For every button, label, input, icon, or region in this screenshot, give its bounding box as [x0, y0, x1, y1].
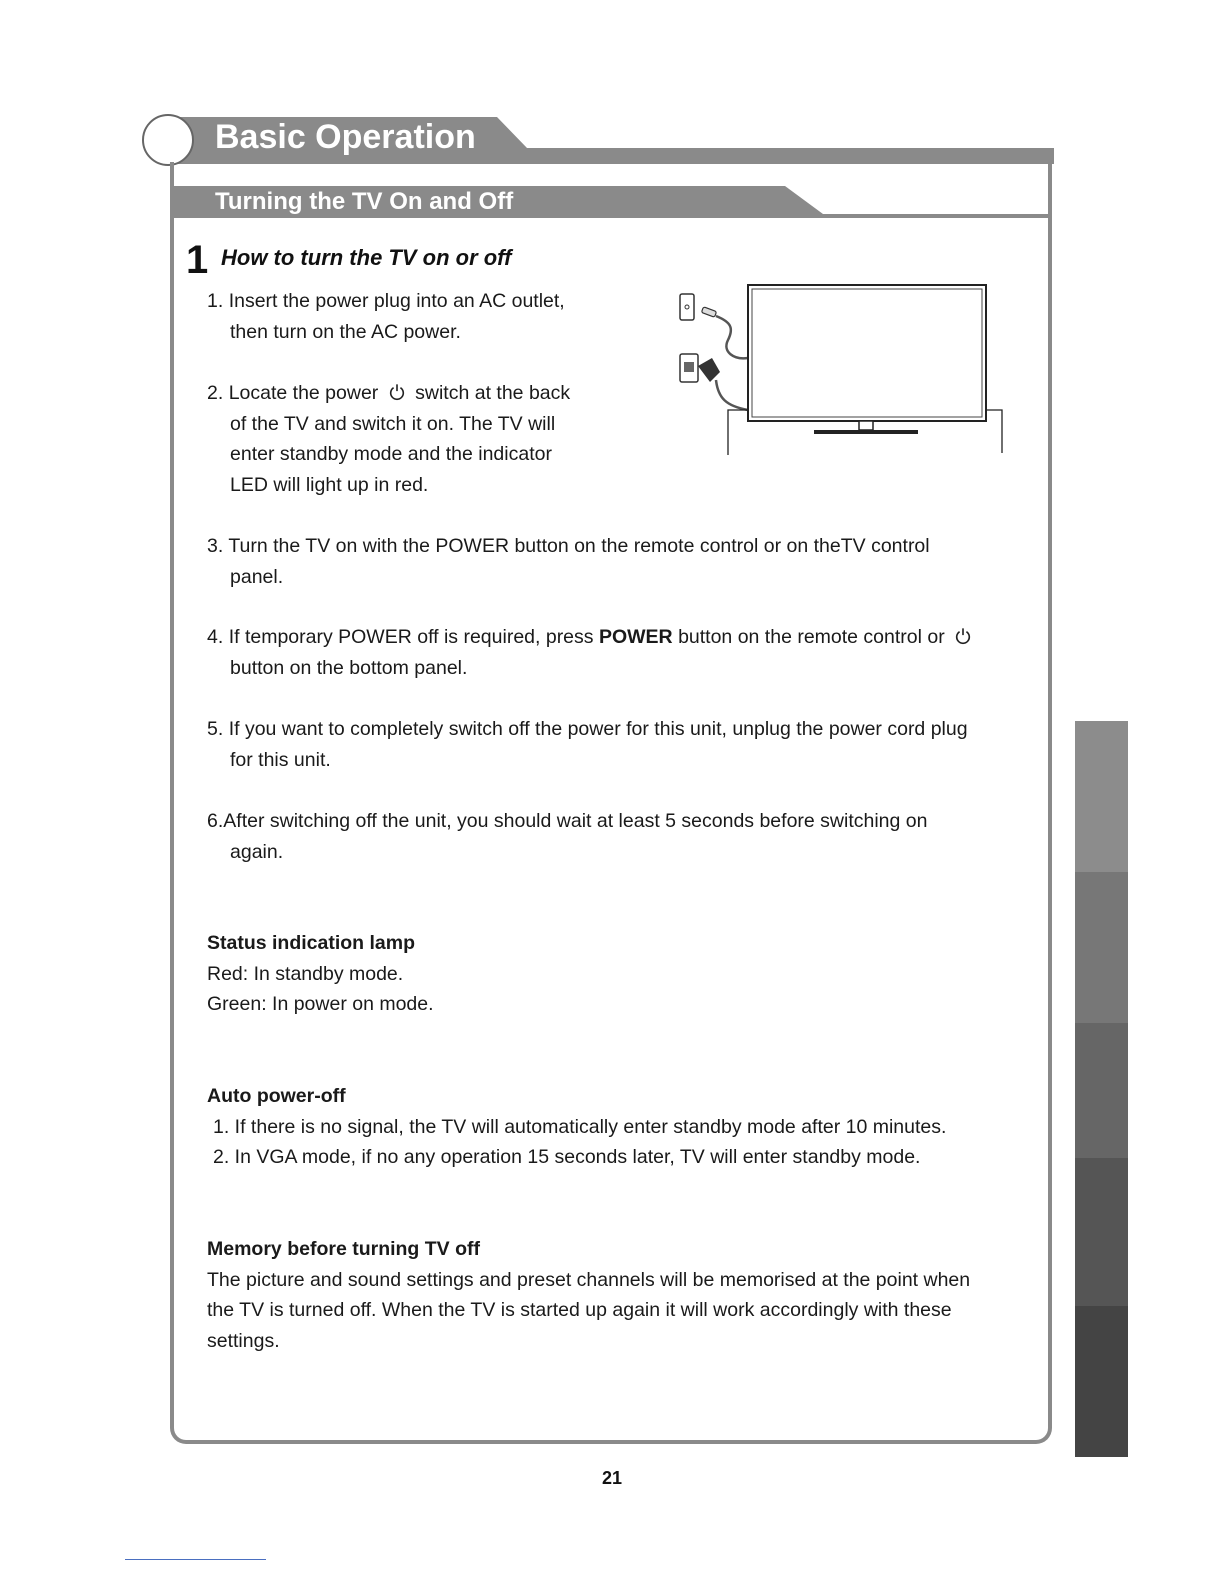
instruction-line: If you want to completely switch off the power for this unit, unplug the power cord plug: [228, 718, 968, 740]
instruction-line: then turn on the AC power.: [230, 320, 461, 343]
instruction-number: 1.: [207, 290, 224, 312]
tv-power-illustration: [676, 280, 1010, 460]
auto-power-off-line: 1. If there is no signal, the TV will automatically enter standby mode after 10 minutes.: [213, 1115, 947, 1138]
instruction-number: 6.: [207, 810, 224, 832]
instruction-5: [207, 714, 1047, 775]
step-title: How to turn the TV on or off: [221, 245, 512, 270]
instruction-line: switch at the back: [415, 382, 571, 404]
instruction-number: 4.: [207, 626, 224, 648]
status-lamp-section: [207, 928, 1027, 1020]
sidebar-tab: [1075, 1023, 1128, 1158]
power-icon: [954, 627, 972, 645]
instruction-4: [207, 622, 1047, 683]
memory-line: The picture and sound settings and preset channels will be memorised at the point when: [207, 1268, 971, 1291]
power-keyword: POWER: [598, 626, 673, 648]
instruction-number: 2.: [207, 382, 224, 404]
section-subtitle: Turning the TV On and Off: [215, 188, 514, 215]
memory-line: settings.: [207, 1329, 280, 1352]
instruction-line: of the TV and switch it on. The TV will: [230, 412, 556, 435]
memory-section: [207, 1234, 1047, 1356]
wall-outlet-icon: [680, 294, 694, 320]
sidebar-tab: [1075, 872, 1128, 1023]
tv-stand-icon: [814, 430, 918, 434]
section-title: Basic Operation: [215, 118, 476, 156]
instruction-3: [207, 531, 1027, 592]
page-number: 21: [601, 1468, 623, 1488]
sidebar-tab: [1075, 1158, 1128, 1306]
instruction-6: [207, 806, 1027, 867]
auto-power-off-heading: Auto power-off: [207, 1085, 346, 1107]
instruction-number: 3.: [207, 535, 224, 557]
instruction-line: If temporary POWER off is required, press: [228, 626, 594, 648]
instruction-number: 5.: [207, 718, 224, 740]
instruction-line: button on the remote control or: [678, 626, 945, 648]
instruction-line: for this unit.: [230, 748, 331, 771]
instruction-line: panel.: [230, 565, 284, 588]
status-lamp-heading: Status indication lamp: [207, 932, 416, 954]
tv-screen-icon: [748, 285, 986, 421]
instruction-line: button on the bottom panel.: [230, 656, 468, 679]
auto-power-off-section: [207, 1081, 1047, 1173]
memory-heading: Memory before turning TV off: [207, 1238, 480, 1260]
status-lamp-line: Green: In power on mode.: [207, 993, 434, 1016]
instruction-line: LED will light up in red.: [230, 473, 429, 496]
memory-line: the TV is turned off. When the TV is started up again it will work accordingly with these: [207, 1299, 952, 1322]
power-icon: [388, 383, 406, 401]
sidebar-tab: [1075, 721, 1128, 872]
instruction-line: again.: [230, 840, 284, 863]
auto-power-off-line: 2. In VGA mode, if no any operation 15 seconds later, TV will enter standby mode.: [213, 1146, 921, 1169]
instruction-line: Turn the TV on with the POWER button on the remote control or on theTV control: [228, 535, 930, 557]
instruction-line: Locate the power: [228, 382, 379, 404]
step-number: 1: [186, 238, 209, 282]
sidebar-tab: [1075, 1306, 1128, 1457]
footer-rule: [125, 1559, 266, 1560]
plug-icon: [701, 307, 716, 317]
instruction-line: After switching off the unit, you should wait at least 5 seconds before switching on: [223, 810, 928, 832]
status-lamp-line: Red: In standby mode.: [207, 962, 404, 985]
instruction-line: Insert the power plug into an AC outlet,: [228, 290, 565, 312]
instruction-line: enter standby mode and the indicator: [230, 443, 552, 466]
